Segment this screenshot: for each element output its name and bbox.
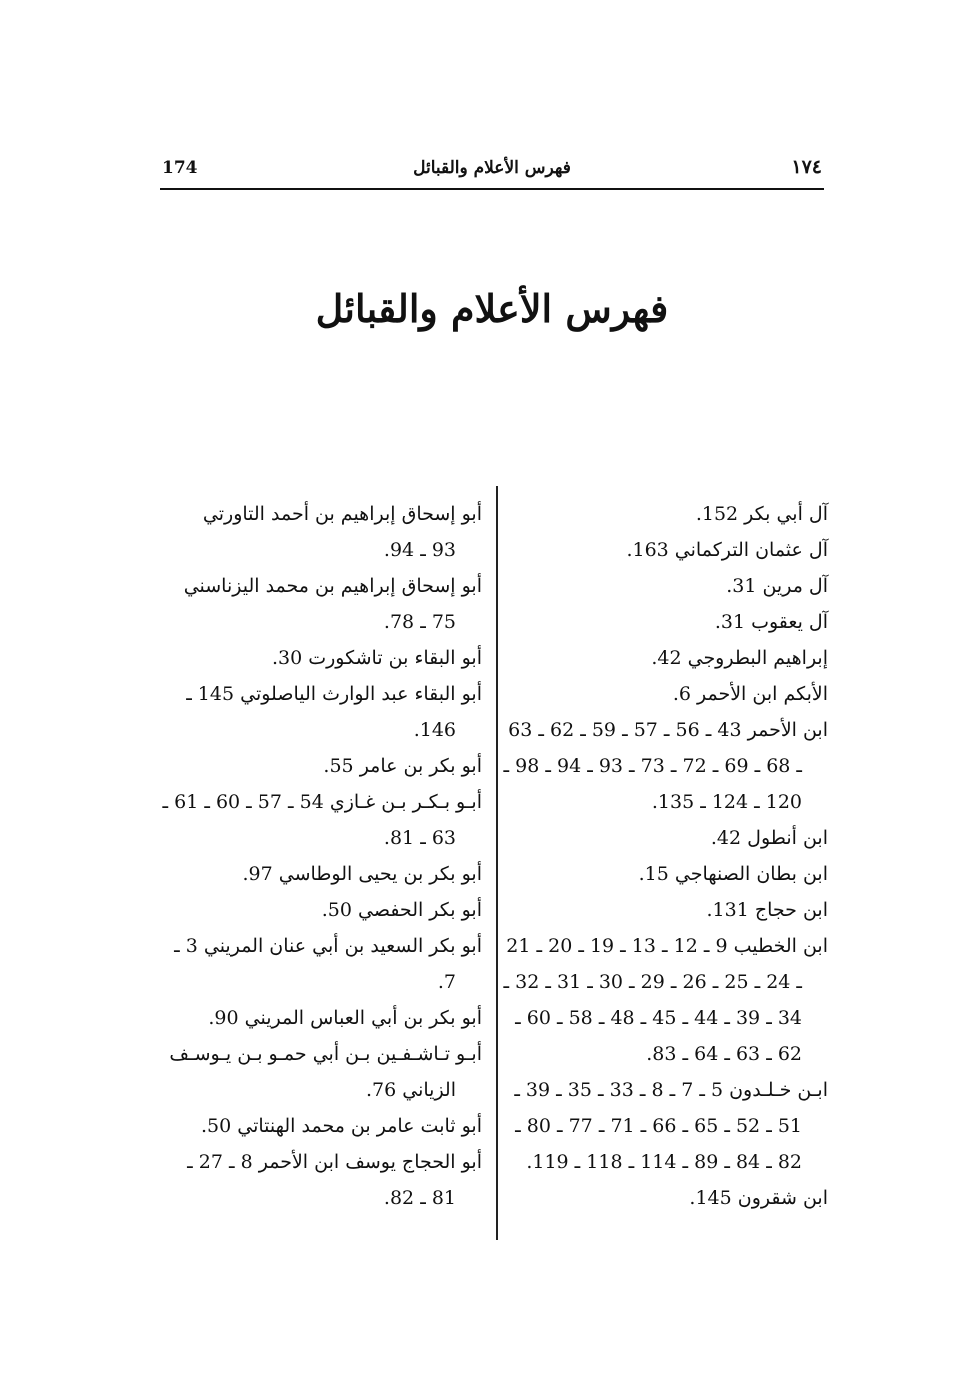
index-entry-continuation: 93 ـ 94. (383, 539, 456, 561)
index-entry: أبو ثابت عامر بن محمد الهنتاتي 50. (200, 1115, 482, 1137)
index-entry-continuation: ـ 68 ـ 69 ـ 72 ـ 73 ـ 93 ـ 94 ـ 98 ـ (503, 755, 802, 777)
running-header (160, 152, 824, 190)
index-entry: إبراهيم البطروجي 42. (651, 647, 828, 669)
index-entry: أبو الحجاج يوسف ابن الأحمر 8 ـ 27 ـ (187, 1151, 482, 1173)
index-entry-continuation: 75 ـ 78. (383, 611, 456, 633)
index-entry-continuation: ـ 24 ـ 25 ـ 26 ـ 29 ـ 30 ـ 31 ـ 32 ـ (503, 971, 802, 993)
column-divider (496, 486, 498, 1240)
index-entry-continuation: 82 ـ 84 ـ 89 ـ 114 ـ 118 ـ 119. (526, 1151, 802, 1173)
index-entry: أبـو تـاشـفـين بـن أبي حمـو بـن يـوسـف (169, 1043, 482, 1065)
index-entry-continuation: 63 ـ 81. (383, 827, 456, 849)
running-title: فهرس الأعلام والقبائل (413, 158, 571, 178)
index-entry: ابن حجاج 131. (706, 899, 828, 921)
index-entry: آل أبي بكر 152. (695, 503, 828, 525)
index-entry: أبو بكر بن أبي العباس المريني 90. (208, 1007, 482, 1029)
index-entry: أبو إسحاق إبراهيم بن أحمد التاورتي (202, 503, 482, 525)
index-entry-continuation: 51 ـ 52 ـ 65 ـ 66 ـ 71 ـ 77 ـ 80 ـ (515, 1115, 802, 1137)
index-entry: أبو البقاء عبد الوارث الياصلوتي 145 ـ (186, 683, 482, 705)
index-entry: آل مرين 31. (726, 575, 828, 597)
index-entry: أبو بكر الحفصي 50. (321, 899, 482, 921)
index-entry: أبو البقاء بن تاشكورت 30. (271, 647, 482, 669)
index-entry: ابن بطان الصنهاجي 15. (638, 863, 828, 885)
index-entry: ابـن خـلـدون 5 ـ 7 ـ 8 ـ 33 ـ 35 ـ 39 ـ (514, 1079, 828, 1101)
index-column-right (502, 496, 828, 1216)
page-number-latin: 174 (162, 158, 198, 178)
page-number-arabic: ١٧٤ (791, 156, 822, 178)
index-entry: آل يعقوب 31. (714, 611, 828, 633)
index-entry-continuation: 81 ـ 82. (383, 1187, 456, 1209)
index-entry: أبـو بـكـر بـن غـازي 54 ـ 57 ـ 60 ـ 61 ـ (162, 791, 482, 813)
index-entry: ابن شقرون 145. (689, 1187, 828, 1209)
index-entry: أبو إسحاق إبراهيم بن محمد اليزناسني (183, 575, 482, 597)
index-entry: ابن الأحمر 43 ـ 56 ـ 57 ـ 59 ـ 62 ـ 63 (508, 719, 828, 741)
index-entry-continuation: 34 ـ 39 ـ 44 ـ 45 ـ 48 ـ 58 ـ 60 ـ (515, 1007, 802, 1029)
index-column-left (160, 496, 482, 1216)
index-entry: ابن أنطول 42. (710, 827, 828, 849)
index-entry-continuation: 146. (413, 719, 456, 741)
index-entry-continuation: 7. (437, 971, 456, 993)
index-entry-continuation: 62 ـ 63 ـ 64 ـ 83. (646, 1043, 802, 1065)
index-entry: أبو بكر بن عامر 55. (323, 755, 482, 777)
index-entry: الأبكم ابن الأحمر 6. (672, 683, 828, 705)
index-entry: أبو بكر السعيد بن أبي عنان المريني 3 ـ (174, 935, 482, 957)
index-entry: أبو بكر بن يحيى الوطاسي 97. (242, 863, 482, 885)
index-title: فهرس الأعلام والقبائل (315, 286, 669, 331)
index-entry-continuation: الزياني 76. (365, 1079, 456, 1101)
index-entry-continuation: 120 ـ 124 ـ 135. (651, 791, 802, 813)
index-entry: آل عثمان التركماني 163. (626, 539, 828, 561)
index-entry: ابن الخطيب 9 ـ 12 ـ 13 ـ 19 ـ 20 ـ 21 (506, 935, 828, 957)
